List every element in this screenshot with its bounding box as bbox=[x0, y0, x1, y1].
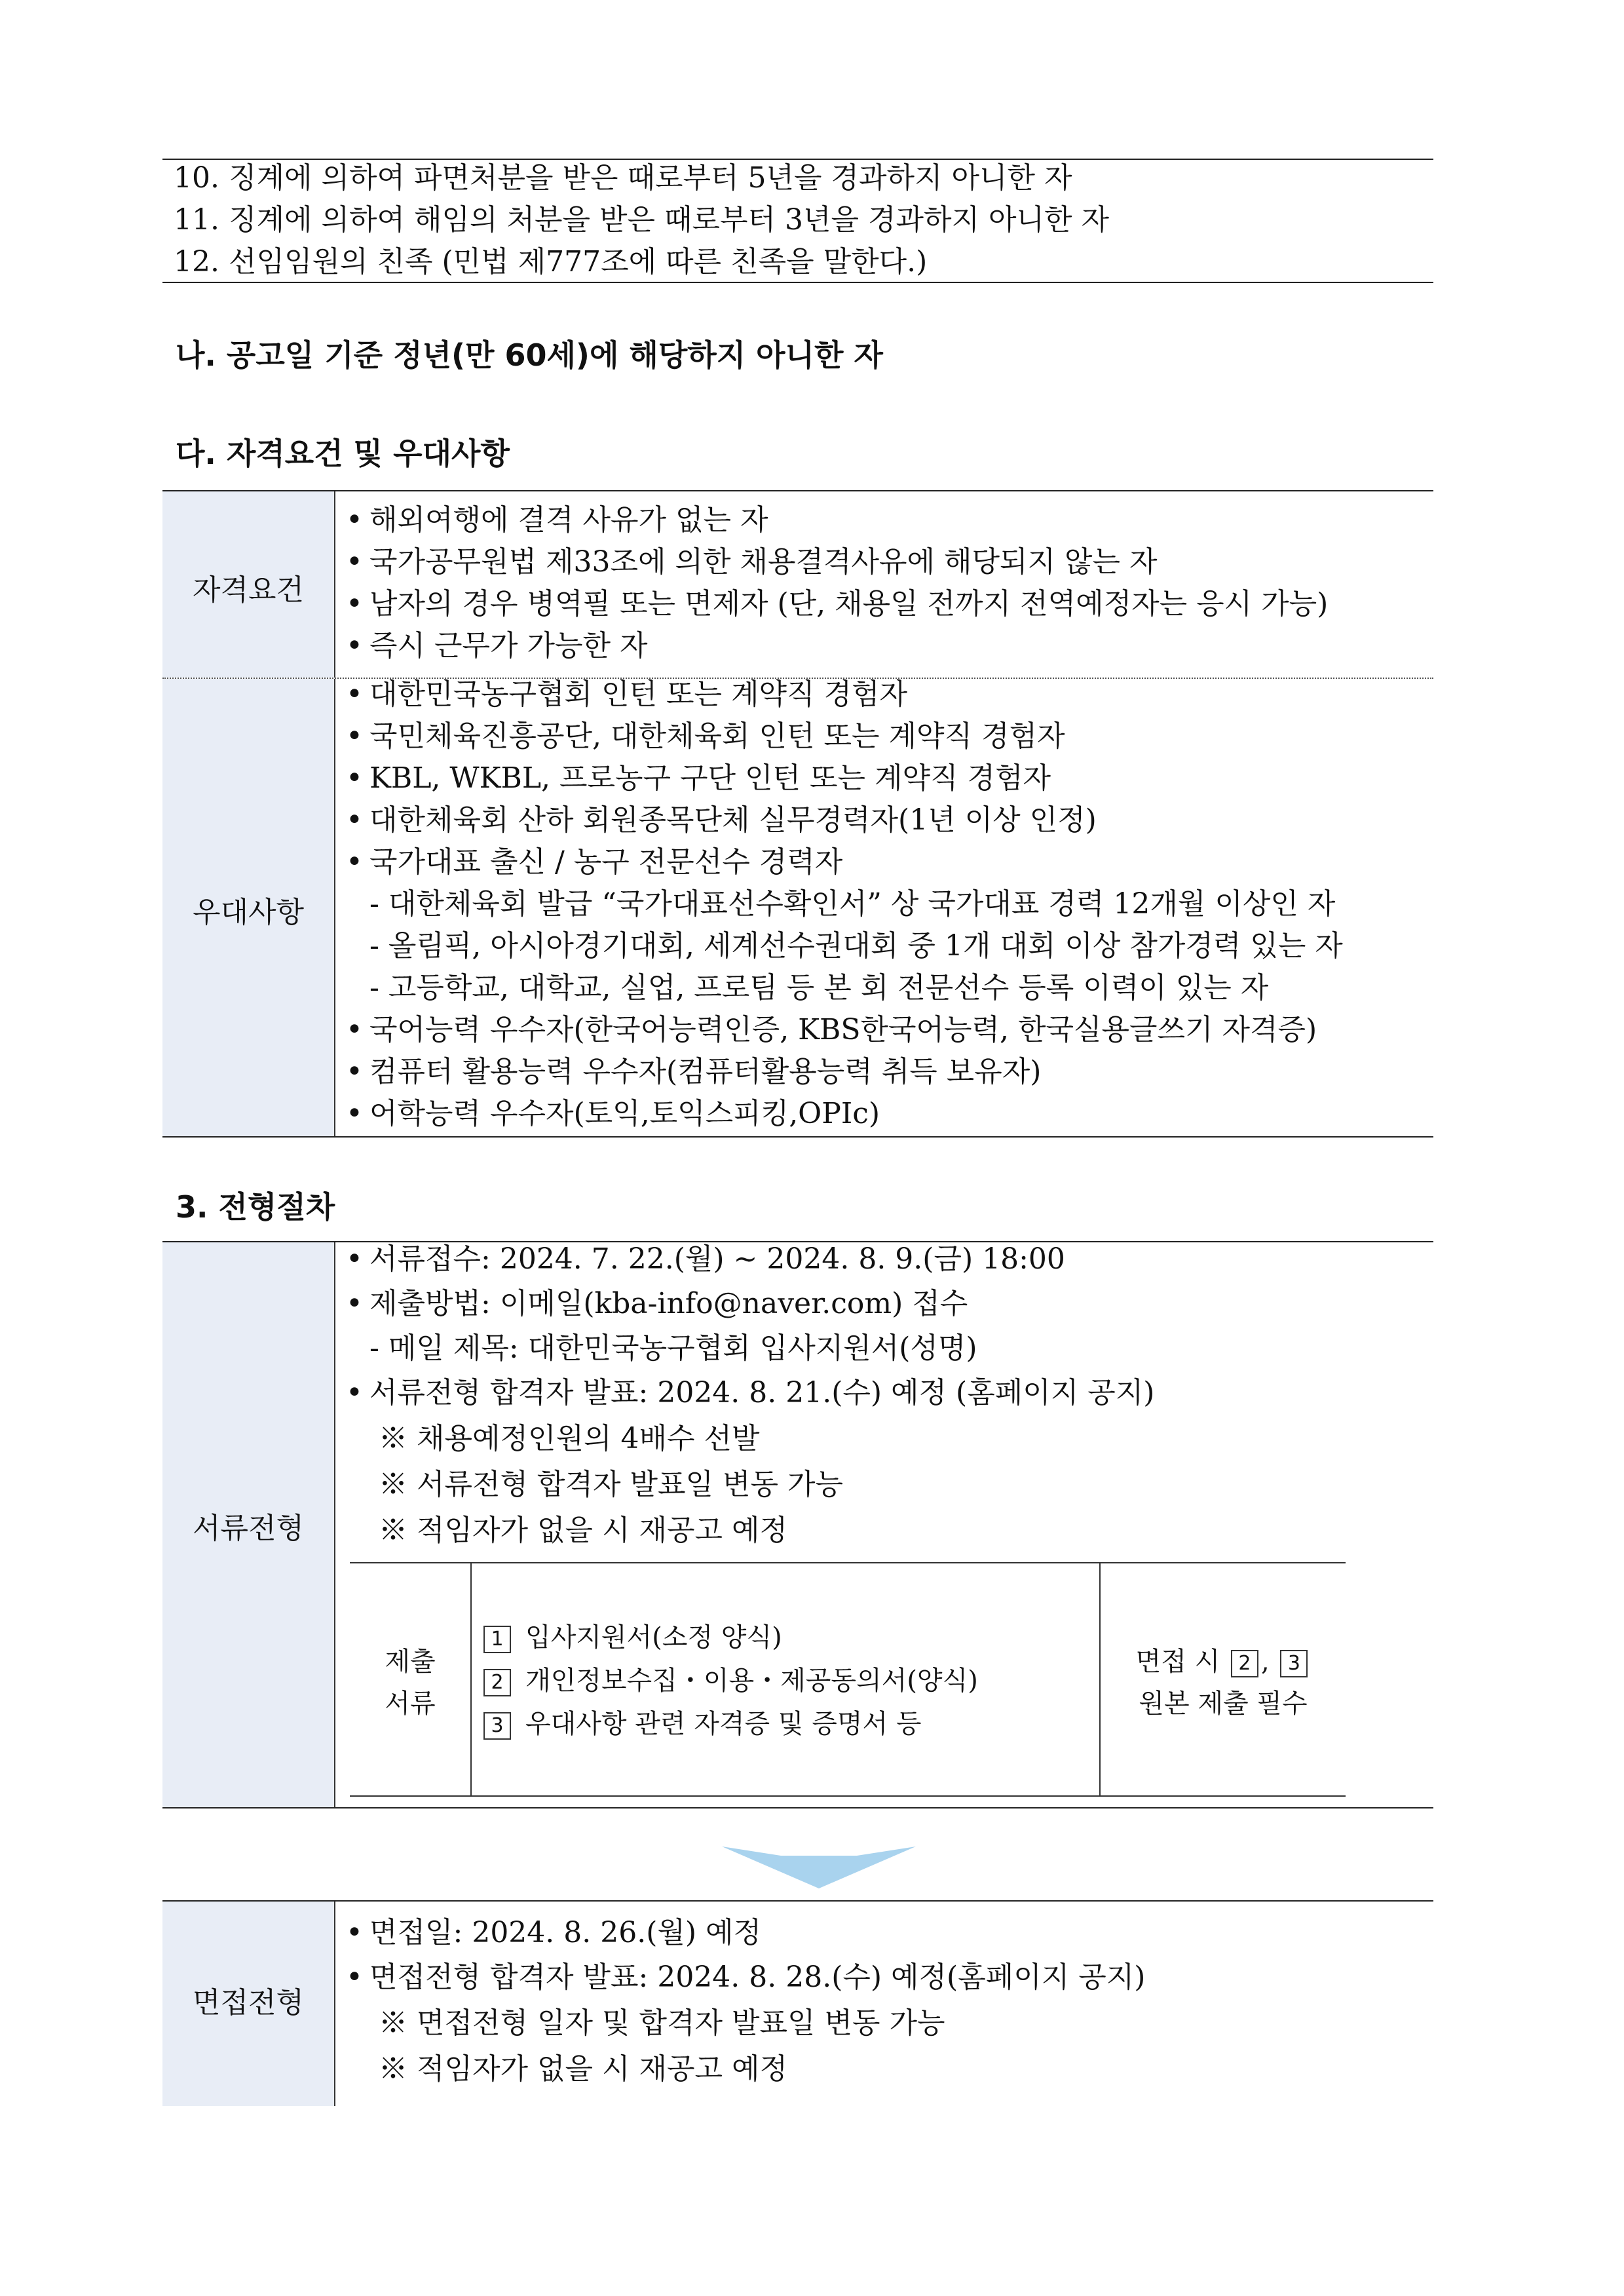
submission-label-line1: 제출 bbox=[385, 1647, 436, 1677]
preference-item: • 국민체육진흥공단, 대한체육회 인턴 또는 계약직 경험자 bbox=[346, 716, 1343, 757]
section-da-heading: 다. 자격요건 및 우대사항 bbox=[176, 436, 510, 471]
doc-screening-note: ※ 서류전형 합격자 발표일 변동 가능 bbox=[379, 1468, 843, 1501]
doc-screening-note: ※ 적임자가 없을 시 재공고 예정 bbox=[379, 1514, 787, 1547]
preferences-label-cell bbox=[162, 679, 335, 1136]
submission-note-line1 bbox=[1101, 1641, 1346, 1683]
qualification-item: • 국가공무원법 제33조에 의한 채용결격사유에 해당되지 않는 자 bbox=[346, 541, 1328, 583]
submission-note bbox=[1101, 1641, 1346, 1725]
preference-item: • 컴퓨터 활용능력 우수자(컴퓨터활용능력 취득 보유자) bbox=[346, 1051, 1343, 1093]
qualification-item: • 즉시 근무가 가능한 자 bbox=[346, 625, 1328, 667]
submission-label bbox=[350, 1641, 470, 1725]
document-screening-label-cell bbox=[162, 1242, 335, 1807]
number-2-box-icon: 2 bbox=[1231, 1650, 1258, 1677]
interview-item: • 면접일: 2024. 8. 26.(월) 예정 bbox=[346, 1912, 1145, 1954]
down-arrow-icon bbox=[722, 1841, 916, 1895]
section-na-heading: 나. 공고일 기준 정년(만 60세)에 해당하지 아니한 자 bbox=[176, 337, 883, 373]
interview-screening-list bbox=[346, 1912, 1145, 2090]
interview-note: ※ 적임자가 없을 시 재공고 예정 bbox=[379, 2052, 787, 2086]
document-screening-list bbox=[346, 1238, 1154, 1552]
submission-doc-item bbox=[483, 1702, 978, 1746]
preference-sub-item: - 대한체육회 발급 “국가대표선수확인서” 상 국가대표 경력 12개월 이상인 자 bbox=[369, 887, 1336, 921]
preference-item: • 대한민국농구협회 인턴 또는 계약직 경험자 bbox=[346, 674, 1343, 716]
qualifications-label-cell bbox=[162, 491, 335, 678]
number-1-box-icon: 1 bbox=[483, 1626, 511, 1653]
submission-table bbox=[350, 1562, 1346, 1797]
down-arrow-shape bbox=[722, 1846, 916, 1888]
preference-item: • 국가대표 출신 / 농구 전문선수 경력자 bbox=[346, 841, 1343, 883]
interview-screening-label: 면접전형 bbox=[192, 1986, 304, 2019]
preferences-label: 우대사항 bbox=[192, 896, 304, 929]
submission-note-comma: , bbox=[1260, 1647, 1270, 1677]
qual-table-top-rule bbox=[162, 490, 1433, 491]
qualifications-label: 자격요건 bbox=[192, 573, 304, 607]
submission-doc-text: 우대사항 관련 자격증 및 증명서 등 bbox=[525, 1709, 922, 1739]
interview-item: • 면접전형 합격자 발표: 2024. 8. 28.(수) 예정(홈페이지 공지) bbox=[346, 1957, 1145, 1999]
submission-table-divider-1 bbox=[470, 1562, 472, 1797]
preference-item: • KBL, WKBL, 프로농구 구단 인턴 또는 계약직 경험자 bbox=[346, 757, 1343, 799]
submission-docs bbox=[483, 1616, 978, 1746]
submission-table-bottom bbox=[350, 1795, 1346, 1797]
preference-sub-item: - 올림픽, 아시아경기대회, 세계선수권대회 중 1개 대회 이상 참가경력 있는 자 bbox=[369, 929, 1343, 963]
doc-screening-note: ※ 채용예정인원의 4배수 선발 bbox=[379, 1422, 760, 1455]
number-3-box-icon: 3 bbox=[1280, 1650, 1308, 1677]
qualification-item: • 해외여행에 결격 사유가 없는 자 bbox=[346, 499, 1328, 541]
submission-doc-text: 개인정보수집・이용・제공동의서(양식) bbox=[525, 1666, 978, 1696]
doc-table-bottom-rule bbox=[162, 1807, 1433, 1808]
submission-doc-item bbox=[483, 1616, 978, 1659]
number-2-box-icon: 2 bbox=[483, 1669, 511, 1696]
section-3-heading: 3. 전형절차 bbox=[176, 1189, 335, 1225]
submission-doc-item bbox=[483, 1659, 978, 1702]
preference-item: • 대한체육회 산하 회원종목단체 실무경력자(1년 이상 인정) bbox=[346, 799, 1343, 841]
qual-table-bottom-rule bbox=[162, 1136, 1433, 1138]
interview-note: ※ 면접전형 일자 및 합격자 발표일 변동 가능 bbox=[379, 2006, 945, 2040]
interview-screening-label-cell bbox=[162, 1902, 335, 2106]
disqualification-11: 11. 징계에 의하여 해임의 처분을 받은 때로부터 3년을 경과하지 아니한 자 bbox=[174, 203, 1109, 237]
number-3-box-icon: 3 bbox=[483, 1712, 511, 1740]
preferences-list bbox=[346, 674, 1343, 1135]
submission-doc-text: 입사지원서(소정 양식) bbox=[525, 1622, 782, 1653]
document-screening-label: 서류전형 bbox=[192, 1512, 304, 1545]
disqualification-12: 12. 선임임원의 친족 (민법 제777조에 따른 친족을 말한다.) bbox=[174, 245, 928, 278]
preference-sub-item: - 고등학교, 대학교, 실업, 프로팀 등 본 회 전문선수 등록 이력이 있는 자 bbox=[369, 971, 1269, 1004]
submission-table-top bbox=[350, 1562, 1346, 1563]
doc-screening-item: • 서류접수: 2024. 7. 22.(월) ~ 2024. 8. 9.(금) 18:00 bbox=[346, 1238, 1154, 1280]
preference-item: • 어학능력 우수자(토익,토익스피킹,OPIc) bbox=[346, 1093, 1343, 1135]
submission-note-prefix: 면접 시 bbox=[1135, 1647, 1220, 1677]
submission-note-line2: 원본 제출 필수 bbox=[1139, 1689, 1308, 1719]
interview-table-top-rule bbox=[162, 1900, 1433, 1902]
doc-screening-sub-item: - 메일 제목: 대한민국농구협회 입사지원서(성명) bbox=[369, 1331, 977, 1365]
disqualification-10: 10. 징계에 의하여 파면처분을 받은 때로부터 5년을 경과하지 아니한 자 bbox=[174, 161, 1072, 195]
doc-screening-item: • 제출방법: 이메일(kba-info@naver.com) 접수 bbox=[346, 1283, 1154, 1325]
qualification-item: • 남자의 경우 병역필 또는 면제자 (단, 채용일 전까지 전역예정자는 응시 가능) bbox=[346, 583, 1328, 625]
preference-item: • 국어능력 우수자(한국어능력인증, KBS한국어능력, 한국실용글쓰기 자격증) bbox=[346, 1009, 1343, 1051]
submission-label-line2: 서류 bbox=[385, 1689, 436, 1719]
doc-screening-item: • 서류전형 합격자 발표: 2024. 8. 21.(수) 예정 (홈페이지 공지) bbox=[346, 1372, 1154, 1414]
top-box-bottom-rule bbox=[162, 282, 1433, 283]
qualifications-list bbox=[346, 499, 1328, 667]
